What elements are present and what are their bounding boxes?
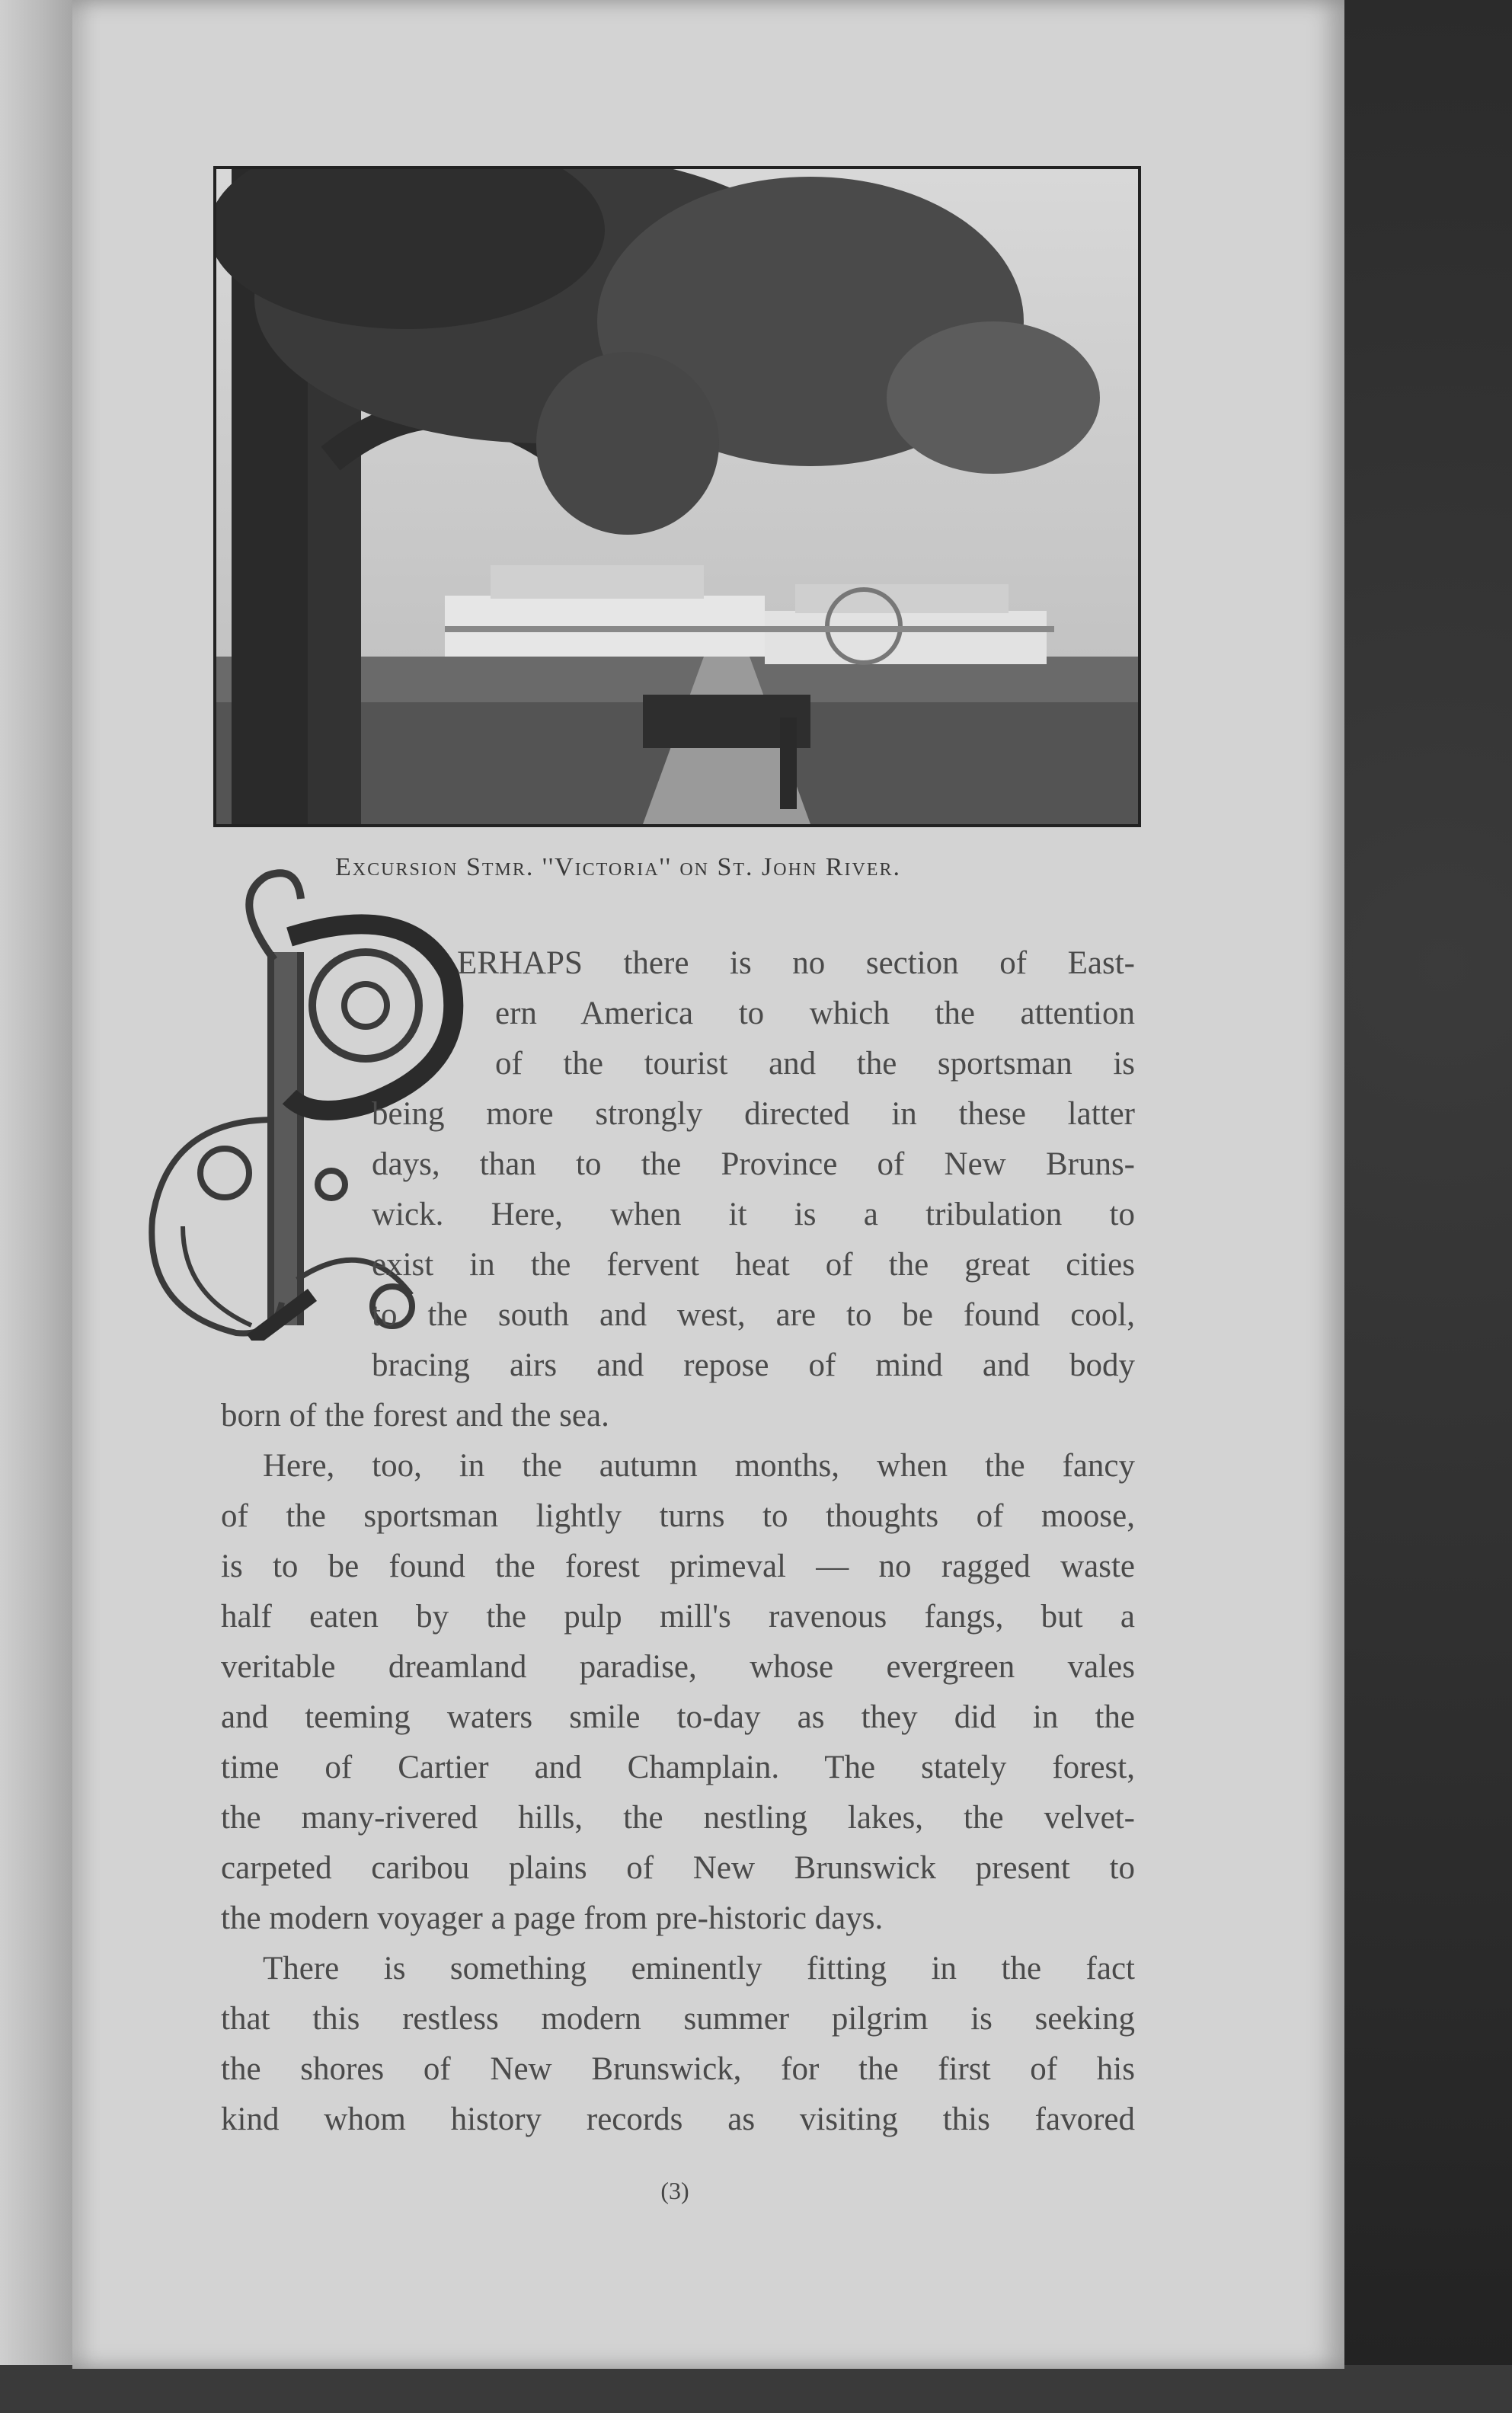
paragraph-1-end: [221, 1391, 1135, 1441]
paragraph-3: [221, 1944, 1135, 2145]
text-line: kind whom history records as visiting this favored: [221, 2101, 1135, 2137]
scan-bottom-border: [0, 2365, 1512, 2413]
text-line: of the tourist and the sportsman is: [495, 1046, 1135, 1082]
text-line: bracing airs and repose of mind and body: [372, 1347, 1135, 1383]
text-line: that this restless modern summer pilgrim is seeking: [221, 2001, 1135, 2037]
left-page-edge: [0, 0, 72, 2413]
text-line: being more strongly directed in these latter: [372, 1096, 1135, 1132]
paragraph-2: [221, 1441, 1135, 1944]
text-line: ERHAPS there is no section of East-: [457, 945, 1135, 981]
text-line: of the sportsman lightly turns to thoughts of moose,: [221, 1498, 1135, 1534]
text-line: half eaten by the pulp mill's ravenous fangs, but a: [221, 1599, 1135, 1635]
page-number: (3): [660, 2177, 689, 2204]
photo-caption: Excursion Stmr. ''Victoria'' on St. John River.: [335, 853, 901, 881]
text-line: born of the forest and the sea.: [221, 1398, 609, 1433]
text-line: the many-rivered hills, the nestling lakes, the velvet-: [221, 1800, 1135, 1836]
text-line: carpeted caribou plains of New Brunswick present to: [221, 1850, 1135, 1886]
text-line: Here, too, in the autumn months, when the fancy: [263, 1448, 1135, 1484]
text-line: days, than to the Province of New Bruns-: [372, 1146, 1135, 1182]
text-line: and teeming waters smile to-day as they did in the: [221, 1699, 1135, 1735]
text-line: ern America to which the attention: [495, 996, 1135, 1031]
scan-border: [1341, 0, 1512, 2413]
text-line: is to be found the forest primeval — no ragged waste: [221, 1548, 1135, 1584]
text-line: time of Cartier and Champlain. The stately forest,: [221, 1750, 1135, 1785]
text-line: wick. Here, when it is a tribulation to: [372, 1197, 1135, 1232]
text-line: veritable dreamland paradise, whose evergreen vales: [221, 1649, 1135, 1685]
text-line: the shores of New Brunswick, for the first of his: [221, 2051, 1135, 2087]
text-line: the modern voyager a page from pre-historic days.: [221, 1900, 884, 1936]
text-line: There is something eminently fitting in the fact: [263, 1951, 1135, 1986]
paragraph-1-body: [372, 1089, 1135, 1391]
steamer-photograph: [213, 166, 1141, 827]
paragraph-1-opening: [457, 938, 1135, 1089]
text-line: exist in the fervent heat of the great cities: [372, 1247, 1135, 1283]
text-line: to the south and west, are to be found cool,: [372, 1297, 1135, 1333]
